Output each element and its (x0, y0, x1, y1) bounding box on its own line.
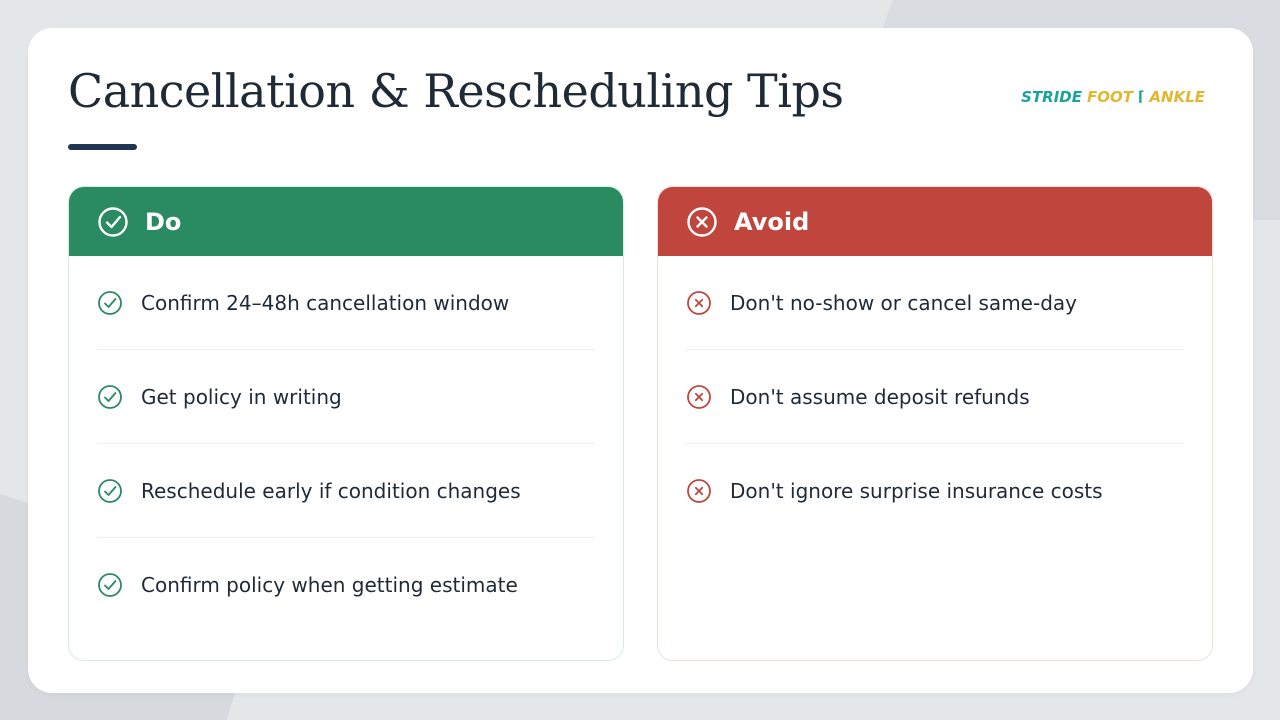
do-list (69, 256, 623, 632)
do-list-item (97, 350, 595, 444)
do-item-text: Confirm 24–48h cancellation window (141, 290, 510, 315)
page-title: Cancellation & Rescheduling Tips (68, 64, 844, 118)
check-circle-icon (97, 206, 129, 238)
do-panel (68, 186, 624, 661)
brand-logo (1021, 88, 1205, 106)
check-circle-icon (97, 572, 123, 598)
avoid-list-item (686, 444, 1184, 538)
x-circle-icon (686, 290, 712, 316)
slide-card (28, 28, 1253, 693)
check-circle-icon (97, 478, 123, 504)
avoid-list-item (686, 350, 1184, 444)
avoid-list (658, 256, 1212, 538)
avoid-heading: Avoid (734, 207, 810, 236)
avoid-panel (657, 186, 1213, 661)
brand-text-foot: FOOT (1087, 88, 1133, 106)
do-list-item (97, 538, 595, 632)
do-heading: Do (145, 207, 182, 236)
do-panel-header (69, 187, 623, 256)
x-circle-icon (686, 384, 712, 410)
do-item-text: Reschedule early if condition changes (141, 478, 521, 503)
do-item-text: Get policy in writing (141, 384, 342, 409)
foot-icon: ⌈ (1138, 89, 1145, 105)
check-circle-icon (97, 384, 123, 410)
avoid-item-text: Don't no-show or cancel same-day (730, 290, 1077, 315)
do-item-text: Confirm policy when getting estimate (141, 573, 518, 597)
avoid-list-item (686, 256, 1184, 350)
check-circle-icon (97, 290, 123, 316)
brand-text-stride: STRIDE (1021, 88, 1083, 106)
title-underline (68, 144, 137, 150)
do-list-item (97, 256, 595, 350)
brand-text-ankle: ANKLE (1149, 88, 1205, 106)
avoid-panel-header (658, 187, 1212, 256)
do-list-item (97, 444, 595, 538)
avoid-item-text: Don't assume deposit refunds (730, 384, 1030, 409)
x-circle-icon (686, 206, 718, 238)
avoid-item-text: Don't ignore surprise insurance costs (730, 479, 1103, 503)
x-circle-icon (686, 478, 712, 504)
